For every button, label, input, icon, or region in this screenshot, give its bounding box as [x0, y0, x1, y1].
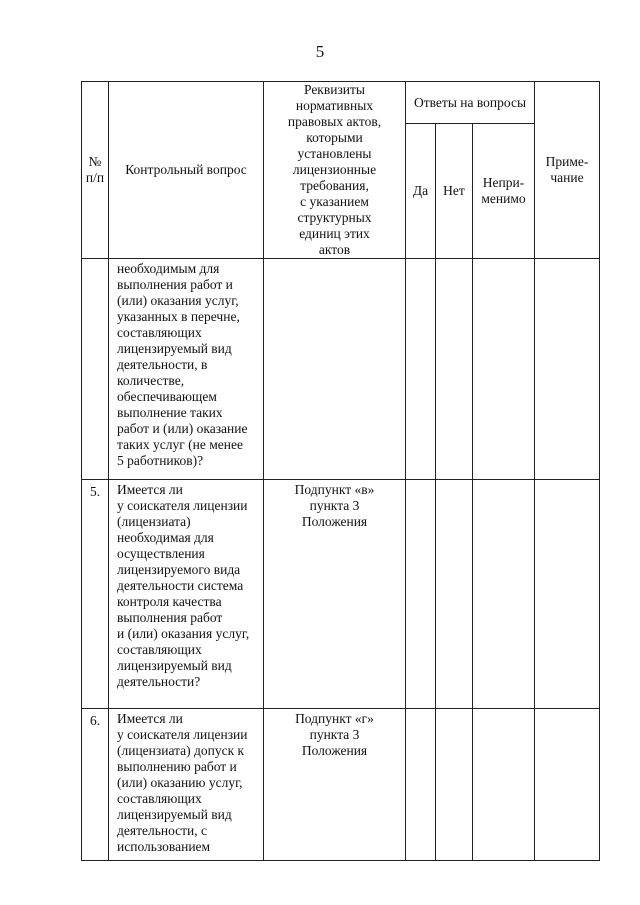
header-num: № п/п [82, 82, 109, 259]
answer-not-applicable-cell [473, 480, 535, 709]
answer-not-applicable-cell [473, 259, 535, 480]
row-reference: Подпункт «г» пункта 3 Положения [264, 709, 406, 861]
row-reference [264, 259, 406, 480]
answer-no-cell [436, 480, 473, 709]
header-question: Контрольный вопрос [109, 82, 264, 259]
answer-yes-cell [406, 709, 436, 861]
table-row [82, 259, 600, 480]
answer-yes-cell [406, 259, 436, 480]
row-number: 5. [82, 480, 109, 709]
table-row [82, 709, 600, 861]
row-question: Имеется ли у соискателя лицензии (лицензиата) необходимая для осуществления лицензируемого вида деятельности система контроля качества выполнения работ и (или) оказания услуг, составляющих лицензируемый вид деятельности? [109, 480, 264, 709]
row-question: необходимым для выполнения работ и (или) оказания услуг, указанных в перечне, составляющих лицензируемый вид деятельности, в количестве, обеспечивающем выполнение таких работ и (или) оказание таких услуг (не менее 5 работников)? [109, 259, 264, 480]
header-not-applicable: Непри- менимо [473, 124, 535, 259]
row-number [82, 259, 109, 480]
header-yes: Да [406, 124, 436, 259]
note-cell [535, 480, 600, 709]
header-requisites: Реквизиты нормативных правовых актов, которыми установлены лицензионные требования, с указанием структурных единиц этих актов [264, 82, 406, 259]
row-reference: Подпункт «в» пункта 3 Положения [264, 480, 406, 709]
note-cell [535, 259, 600, 480]
header-row [82, 82, 600, 124]
answer-no-cell [436, 709, 473, 861]
row-number: 6. [82, 709, 109, 861]
note-cell [535, 709, 600, 861]
header-no: Нет [436, 124, 473, 259]
table-row [82, 480, 600, 709]
row-question: Имеется ли у соискателя лицензии (лицензиата) допуск к выполнению работ и (или) оказанию услуг, составляющих лицензируемый вид деятельности, с использованием [109, 709, 264, 861]
answer-yes-cell [406, 480, 436, 709]
header-answers: Ответы на вопросы [406, 82, 535, 124]
answer-not-applicable-cell [473, 709, 535, 861]
checklist-table [81, 81, 600, 861]
header-note: Приме- чание [535, 82, 600, 259]
page-number: 5 [315, 42, 325, 61]
answer-no-cell [436, 259, 473, 480]
